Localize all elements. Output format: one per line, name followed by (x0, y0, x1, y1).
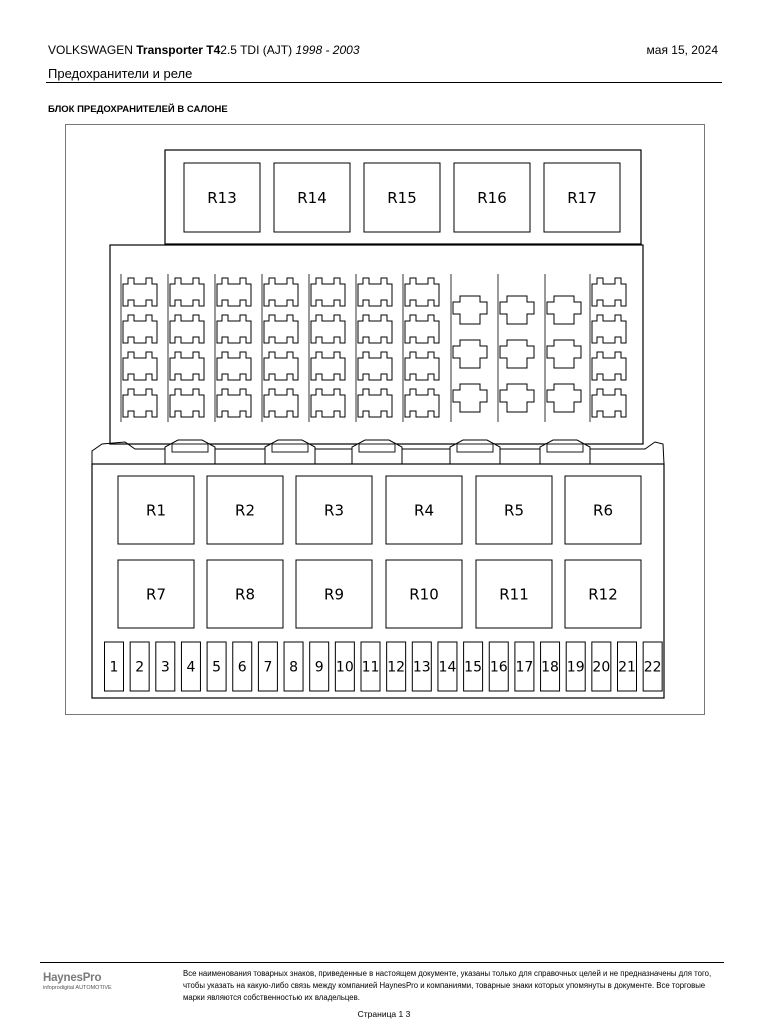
fuse-16 (489, 642, 508, 691)
relay-r6-label: R6 (593, 501, 613, 520)
connector-cell (217, 389, 251, 417)
fuse-15 (464, 642, 483, 691)
connector-cell (170, 389, 204, 417)
header-divider (46, 82, 722, 83)
fuse-18 (541, 642, 560, 691)
connector-cell (453, 384, 487, 412)
clip-row (92, 440, 664, 464)
fuse-8-label: 8 (289, 659, 299, 676)
connector-cell (217, 278, 251, 306)
relay-r2-label: R2 (235, 501, 255, 520)
connector-cell (405, 352, 439, 380)
fuse-8 (284, 642, 303, 691)
fuse-13-label: 13 (412, 659, 431, 676)
fuse-17 (515, 642, 534, 691)
fuse-17-label: 17 (515, 659, 534, 676)
relay-r4-label: R4 (414, 501, 434, 520)
fuse-18-label: 18 (541, 659, 559, 676)
fuse-1 (105, 642, 124, 691)
relay-r4 (386, 476, 462, 544)
page-title: Предохранители и реле (48, 66, 193, 81)
connector-cell (358, 352, 392, 380)
connector-cell (405, 389, 439, 417)
fuse-12 (387, 642, 406, 691)
connector-cell (500, 296, 534, 324)
fuse-2-label: 2 (135, 659, 145, 676)
fuse-9-label: 9 (314, 659, 324, 676)
connector-cell (311, 352, 345, 380)
connector-cell (547, 384, 581, 412)
connector-cell (217, 315, 251, 343)
fuse-2 (130, 642, 149, 691)
relay-r14-label: R14 (297, 188, 327, 207)
connector-cell (547, 296, 581, 324)
connector-cell (358, 278, 392, 306)
logo-subtitle: infoprodigital AUTOMOTIVE (43, 985, 112, 991)
relay-r8-label: R8 (235, 585, 255, 604)
fuse-22-label: 22 (643, 659, 662, 676)
fuse-4 (181, 642, 200, 691)
fuse-box-drawing (65, 124, 705, 715)
connector-cell (453, 340, 487, 368)
fuse-14 (438, 642, 457, 691)
fuse-11 (361, 642, 380, 691)
relay-r12 (565, 560, 641, 628)
relay-r1 (118, 476, 194, 544)
fuse-22 (643, 642, 662, 691)
connector-cell (592, 315, 626, 343)
relay-r10 (386, 560, 462, 628)
fuse-19 (566, 642, 585, 691)
relay-r15-label: R15 (387, 188, 417, 207)
connector-cell (358, 315, 392, 343)
fuse-7-label: 7 (263, 659, 273, 676)
connector-cell (358, 389, 392, 417)
fuse-21-label: 21 (618, 659, 636, 676)
connector-cell (592, 389, 626, 417)
vehicle-engine: 2.5 TDI (AJT) (220, 43, 293, 57)
relay-r17 (544, 163, 620, 232)
connector-cell (264, 389, 298, 417)
relay-r9 (296, 560, 372, 628)
fuse-3-label: 3 (160, 659, 170, 676)
fuse-9 (310, 642, 329, 691)
document-date: мая 15, 2024 (646, 43, 718, 57)
fuse-6-label: 6 (237, 659, 247, 676)
relay-r16 (454, 163, 530, 232)
connector-cell (453, 296, 487, 324)
fuse-7 (258, 642, 277, 691)
relay-r3 (296, 476, 372, 544)
relay-r5-label: R5 (504, 501, 524, 520)
vehicle-brand: VOLKSWAGEN (48, 43, 133, 57)
relay-r10-label: R10 (409, 585, 439, 604)
fuse-1-label: 1 (109, 659, 119, 676)
fuse-19-label: 19 (566, 659, 585, 676)
relay-r8 (207, 560, 283, 628)
fuse-14-label: 14 (438, 659, 457, 676)
fuse-11-label: 11 (361, 659, 380, 676)
relay-r1-label: R1 (146, 501, 166, 520)
connector-cell (264, 278, 298, 306)
terminal-housing (110, 245, 643, 444)
haynespro-logo (43, 972, 112, 991)
connector-cell (405, 315, 439, 343)
connector-cell (123, 278, 157, 306)
relay-r2 (207, 476, 283, 544)
relay-r17-label: R17 (567, 188, 597, 207)
relay-r16-label: R16 (477, 188, 507, 207)
connector-cell (311, 389, 345, 417)
vehicle-model: Transporter T4 (136, 43, 221, 57)
connector-cell (547, 340, 581, 368)
connector-cell (123, 389, 157, 417)
relay-r13-label: R13 (207, 188, 237, 207)
fuse-box-diagram (65, 124, 705, 715)
connector-cell (170, 352, 204, 380)
fuse-15-label: 15 (464, 659, 483, 676)
connector-cell (217, 352, 251, 380)
relay-r7 (118, 560, 194, 628)
page-number: Страница 1 3 (357, 1009, 411, 1019)
relay-r12-label: R12 (588, 585, 618, 604)
fuse-10 (335, 642, 354, 691)
terminal-block (110, 245, 643, 444)
top-relay-block (165, 150, 641, 244)
vehicle-line (48, 43, 360, 57)
fuse-4-label: 4 (186, 659, 196, 676)
connector-cell (311, 278, 345, 306)
fuse-12-label: 12 (387, 659, 406, 676)
fuse-21 (618, 642, 637, 691)
fuse-5-label: 5 (212, 659, 222, 676)
vehicle-years: 1998 - 2003 (295, 43, 360, 57)
relay-r5 (476, 476, 552, 544)
connector-cell (405, 278, 439, 306)
relay-r14 (274, 163, 350, 232)
relay-r11 (476, 560, 552, 628)
connector-cell (170, 278, 204, 306)
fuse-5 (207, 642, 226, 691)
connector-cell (500, 340, 534, 368)
logo-name: HaynesPro (43, 972, 102, 984)
fuse-3 (156, 642, 175, 691)
relay-r7-label: R7 (146, 585, 166, 604)
relay-r9-label: R9 (324, 585, 344, 604)
connector-cell (311, 315, 345, 343)
connector-cell (592, 352, 626, 380)
footer-divider (40, 962, 724, 963)
trademark-disclaimer: Все наименования товарных знаков, приведенные в настоящем документе, указаны только для справочных целей и не предназначены для того, чтобы указать на какую-либо связь между компанией HaynesPro и компаниями, товарные знаки которых упомянуты в документе. Все торговые марки являются собственностью их владельцев. (183, 969, 712, 1002)
fuse-20 (592, 642, 611, 691)
fuse-6 (233, 642, 252, 691)
connector-cell (592, 278, 626, 306)
connector-cell (264, 352, 298, 380)
relay-r3-label: R3 (324, 501, 344, 520)
relay-r15 (364, 163, 440, 232)
connector-cell (500, 384, 534, 412)
connector-cell (264, 315, 298, 343)
connector-cell (123, 352, 157, 380)
main-relay-fuse-block (92, 464, 664, 698)
fuse-16-label: 16 (489, 659, 508, 676)
section-title: БЛОК ПРЕДОХРАНИТЕЛЕЙ В САЛОНЕ (48, 104, 228, 115)
fuse-13 (412, 642, 431, 691)
relay-r11-label: R11 (499, 585, 529, 604)
relay-r13 (184, 163, 260, 232)
connector-cell (170, 315, 204, 343)
fuse-10-label: 10 (335, 659, 354, 676)
connector-cell (123, 315, 157, 343)
fuse-20-label: 20 (592, 659, 611, 676)
relay-r6 (565, 476, 641, 544)
